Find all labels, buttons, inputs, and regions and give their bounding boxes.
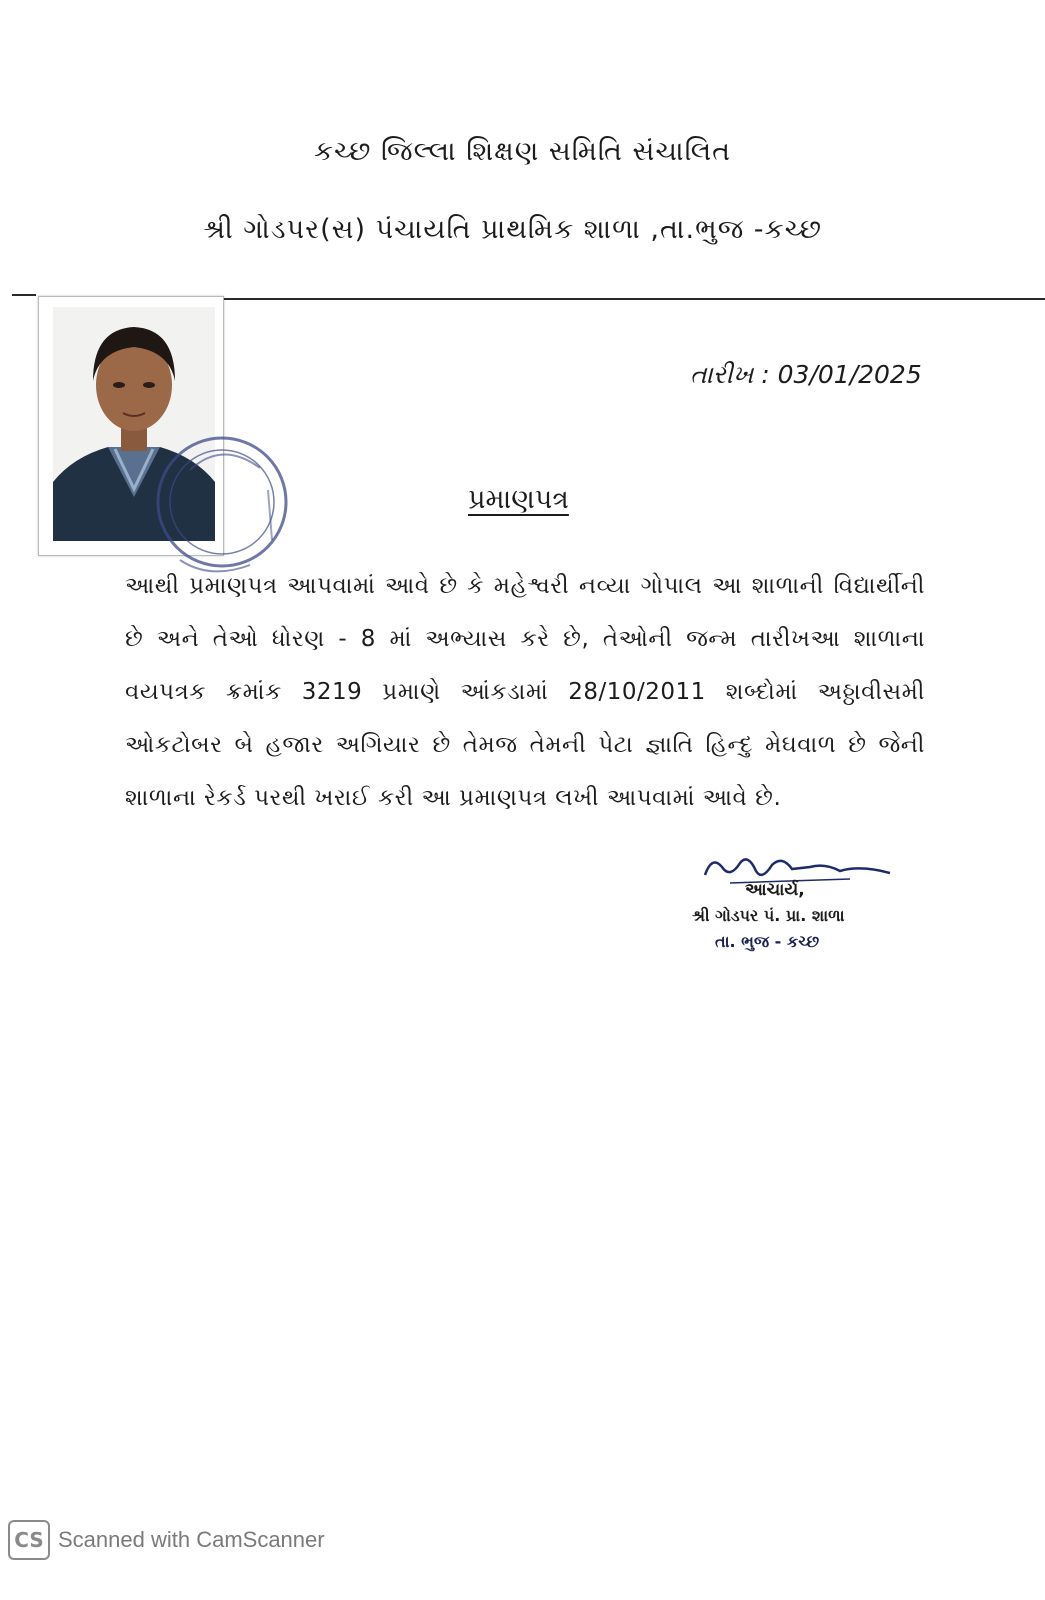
- scanner-watermark: [8, 1520, 325, 1560]
- header-committee: કચ્છ જિલ્લા શિક્ષણ સમિતિ સંચાલિત: [313, 136, 732, 167]
- header-divider: [220, 298, 1045, 300]
- certificate-title: પ્રમાણપત્ર: [468, 484, 569, 515]
- certificate-date: તારીખ : 03/01/2025: [690, 360, 922, 389]
- divider-left: [12, 294, 36, 296]
- header-school-name: શ્રી ગોડપર(સ) પંચાયતિ પ્રાથમિક શાળા ,તા.ભુજ -કચ્છ: [203, 214, 822, 245]
- principal-school: શ્રી ગોડપર પં. પ્રા. શાળા: [692, 906, 845, 925]
- principal-title: આચાર્ય,: [745, 880, 805, 900]
- watermark-text: Scanned with CamScanner: [58, 1527, 325, 1552]
- principal-place: તા. ભુજ - કચ્છ: [715, 932, 820, 951]
- camscanner-icon: CS: [8, 1520, 50, 1560]
- certificate-body: આથી પ્રમાણપત્ર આપવામાં આવે છે કે મહેશ્વરી નવ્યા ગોપાલ આ શાળાની વિદ્યાર્થીની છે અને તેઓ ધોરણ - 8 માં અભ્યાસ કરે છે, તેઓની જન્મ તારીખઆ શાળાના વયપત્રક ક્રમાંક 3219 પ્રમાણે આંકડામાં 28/10/2011 શબ્દોમાં અઠ્ઠાવીસમી ઓકટોબર બે હજાર અગિયાર છે તેમજ તેમની પેટા જ્ઞાતિ હિન્દુ મેઘવાળ છે જેની શાળાના રેકર્ડ પરથી ખરાઈ કરી આ પ્રમાણપત્ર લખી આપવામાં આવે છે.: [125, 573, 925, 811]
